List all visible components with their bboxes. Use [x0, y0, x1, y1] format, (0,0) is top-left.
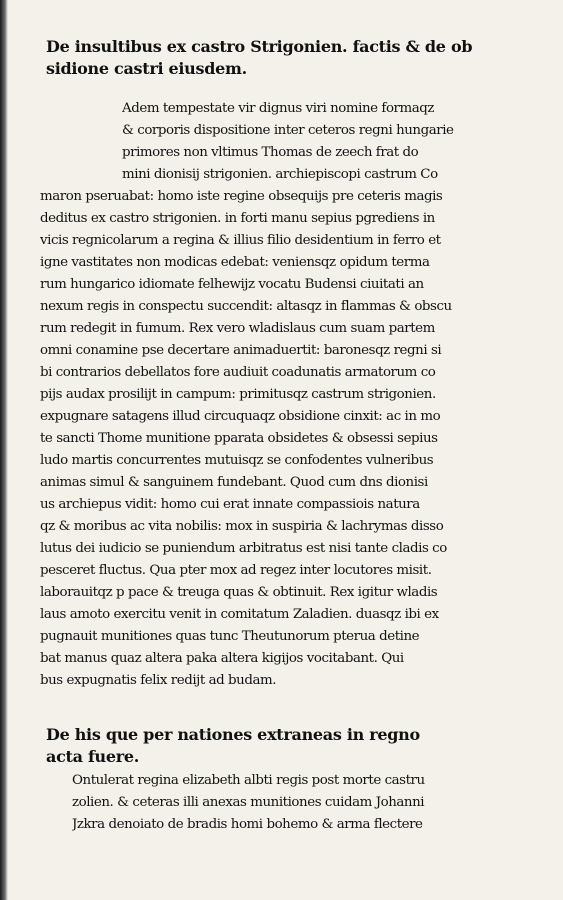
text-line: bat manus quaz altera paka altera kigijos vocitabant. Qui	[40, 651, 404, 666]
text-line: pugnauit munitiones quas tunc Theutunorum pterua detine	[40, 629, 420, 644]
text-line: & corporis dispositione inter ceteros regni hungarie	[122, 123, 454, 138]
text-line: Jzkra denoiato de bradis homi bohemo & arma flectere	[72, 817, 423, 832]
text-line: us archiepus vidit: homo cui erat innate compassiois natura	[40, 497, 420, 512]
heading-line: sidione castri eiusdem.	[46, 59, 247, 78]
page-gutter-shadow	[0, 0, 8, 900]
text-line: bi contrarios debellatos fore audiuit coadunatis armatorum co	[40, 365, 436, 380]
text-line: Adem tempestate vir dignus viri nomine formaqz	[122, 101, 435, 116]
text-line: mini dionisij strigonien. archiepiscopi castrum Co	[122, 167, 438, 182]
text-line: primores non vltimus Thomas de zeech frat do	[122, 145, 419, 160]
text-line: lutus dei iudicio se puniendum arbitratus est nisi tante cladis co	[40, 541, 447, 556]
text-line: maron pseruabat: homo iste regine obsequijs pre ceteris magis	[40, 189, 443, 204]
text-line: deditus ex castro strigonien. in forti manu sepius pgrediens in	[40, 211, 435, 226]
text-line: zolien. & ceteras illi anexas munitiones cuidam Johanni	[72, 795, 425, 810]
text-line: rum hungarico idiomate felhewijz vocatu Budensi ciuitati an	[40, 277, 424, 292]
text-line: laus amoto exercitu venit in comitatum Zaladien. duasqz ibi ex	[40, 607, 439, 622]
text-line: nexum regis in conspectu succendit: altasqz in flammas & obscu	[40, 299, 452, 314]
text-line: vicis regnicolarum a regina & illius filio desidentium in ferro et	[40, 233, 441, 248]
text-line: bus expugnatis felix redijt ad budam.	[40, 673, 277, 688]
text-line: animas simul & sanguinem fundebant. Quod cum dns dionisi	[40, 475, 428, 490]
text-line: te sancti Thome munitione pparata obsidetes & obsessi sepius	[40, 431, 438, 446]
text-line: rum redegit in fumum. Rex vero wladislaus cum suam partem	[40, 321, 435, 336]
text-line: omni conamine pse decertare animaduertit: baronesqz regni si	[40, 343, 442, 358]
heading-line: De his que per nationes extraneas in regno	[46, 725, 420, 744]
heading-line: De insultibus ex castro Strigonien. factis & de ob	[46, 37, 473, 56]
text-line: Ontulerat regina elizabeth albti regis post morte castru	[72, 773, 425, 788]
text-line: ludo martis concurrentes mutuisqz se confodentes vulneribus	[40, 453, 434, 468]
text-line: expugnare satagens illud circuquaqz obsidione cinxit: ac in mo	[40, 409, 441, 424]
text-line: pesceret fluctus. Qua pter mox ad regez inter locutores misit.	[40, 563, 432, 578]
text-line: qz & moribus ac vita nobilis: mox in suspiria & lachrymas disso	[40, 519, 444, 534]
section-2-heading	[46, 724, 536, 768]
section-1-heading	[46, 36, 536, 80]
heading-line: acta fuere.	[46, 747, 140, 766]
text-line: pijs audax prosilijt in campum: primitusqz castrum strigonien.	[40, 387, 436, 402]
text-line: laborauitqz p pace & treuga quas & obtinuit. Rex igitur wladis	[40, 585, 438, 600]
text-line: igne vastitates non modicas edebat: veniensqz opidum terma	[40, 255, 430, 270]
